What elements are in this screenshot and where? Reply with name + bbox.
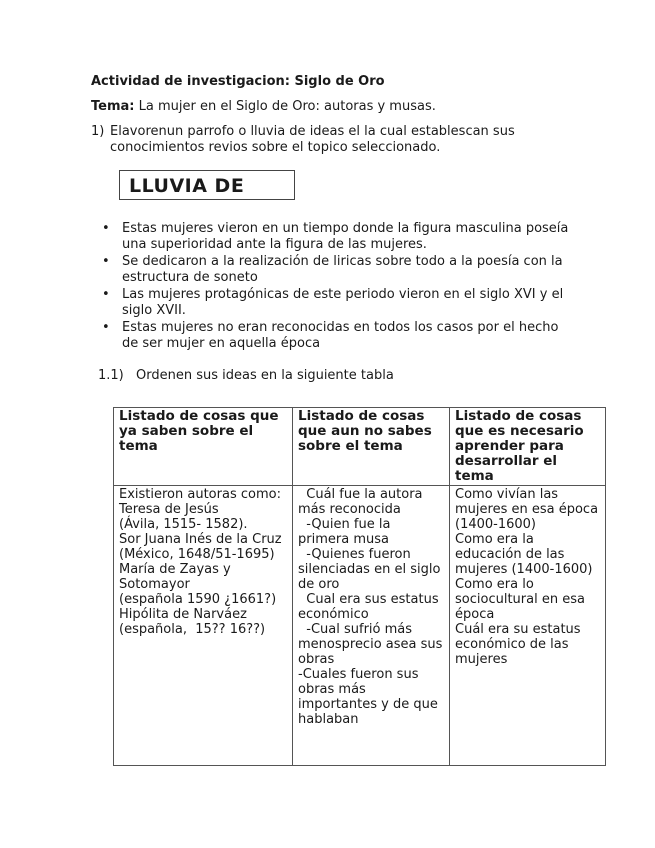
table-header-row [114,408,606,486]
question-1-1-number: 1.1) [98,368,124,383]
question-1 [91,124,531,156]
cell-line: (española, 15?? 16??) [119,622,266,637]
table-cell-known [114,486,293,766]
cell-line: Existieron autoras como: [119,487,281,502]
cell-line: (española 1590 ¿1661?) [119,592,277,607]
cell-line: Cuál fue la autora más reconocida [298,487,427,517]
table-cell-unknown [293,486,450,766]
question-1-number: 1) [91,124,105,139]
list-item-text: Se dedicaron a la realización de liricas sobre todo a la poesía con la estructura de soneto [122,254,563,285]
cell-line: -Quienes fueron silenciadas en el siglo de oro [298,547,445,592]
list-item [100,287,570,319]
question-1-text: Elavorenun parrofo o lluvia de ideas el la cual establescan sus conocimientos revios sobre el topico seleccionado. [110,124,515,155]
list-item-text: Estas mujeres no eran reconocidas en todos los casos por el hecho de ser mujer en aquella época [122,320,559,351]
cell-line: Teresa de Jesús [119,502,219,517]
bullet-icon: • [102,320,110,335]
question-1-1-text: Ordenen sus ideas en la siguiente tabla [136,368,394,383]
table-row [114,486,606,766]
page-title: Actividad de investigacion: Siglo de Oro [91,74,385,89]
list-item-text: Estas mujeres vieron en un tiempo donde la figura masculina poseía una superioridad ante la figura de las mujeres. [122,221,569,252]
table-header-to-learn: Listado de cosas que es necesario aprender para desarrollar el tema [450,408,606,486]
tema-text: La mujer en el Siglo de Oro: autoras y musas. [134,99,436,114]
cell-line: Sor Juana Inés de la Cruz [119,532,282,547]
list-item [100,254,570,286]
cell-line: (México, 1648/51-1695) [119,547,275,562]
cell-line: María de Zayas y Sotomayor [119,562,235,592]
tema-line [91,99,436,114]
cell-line: (Ávila, 1515- 1582). [119,517,248,532]
bullet-icon: • [102,254,110,269]
table-header-unknown: Listado de cosas que aun no sabes sobre el tema [293,408,450,486]
tema-label: Tema: [91,99,135,114]
table-cell-to-learn [450,486,606,766]
bullet-icon: • [102,287,110,302]
table-header-known: Listado de cosas que ya saben sobre el tema [114,408,293,486]
cell-line: -Cuales fueron sus obras más importantes y de que hablaban [298,667,442,727]
cell-line: Cual era sus estatus económico [298,592,443,622]
list-item [100,320,570,352]
cell-line: Cuál era su estatus económico de las mujeres [455,622,585,667]
ideas-table [113,407,606,766]
cell-line: Como vivían las mujeres en esa época (1400-1600) [455,487,603,532]
cell-line: Como era la educación de las mujeres (1400-1600) [455,532,593,577]
list-item-text: Las mujeres protagónicas de este periodo vieron en el siglo XVI y el siglo XVII. [122,287,564,318]
cell-line: Hipólita de Narváez [119,607,247,622]
cell-line: -Quien fue la primera musa [298,517,395,547]
cell-line: Como era lo sociocultural en esa época [455,577,590,622]
ideas-bullet-list [100,221,570,353]
cell-line: -Cual sufrió más menosprecio asea sus obras [298,622,447,667]
bullet-icon: • [102,221,110,236]
question-1-1 [98,368,394,383]
list-item [100,221,570,253]
lluvia-de-ideas-box: LLUVIA DE [119,170,295,200]
